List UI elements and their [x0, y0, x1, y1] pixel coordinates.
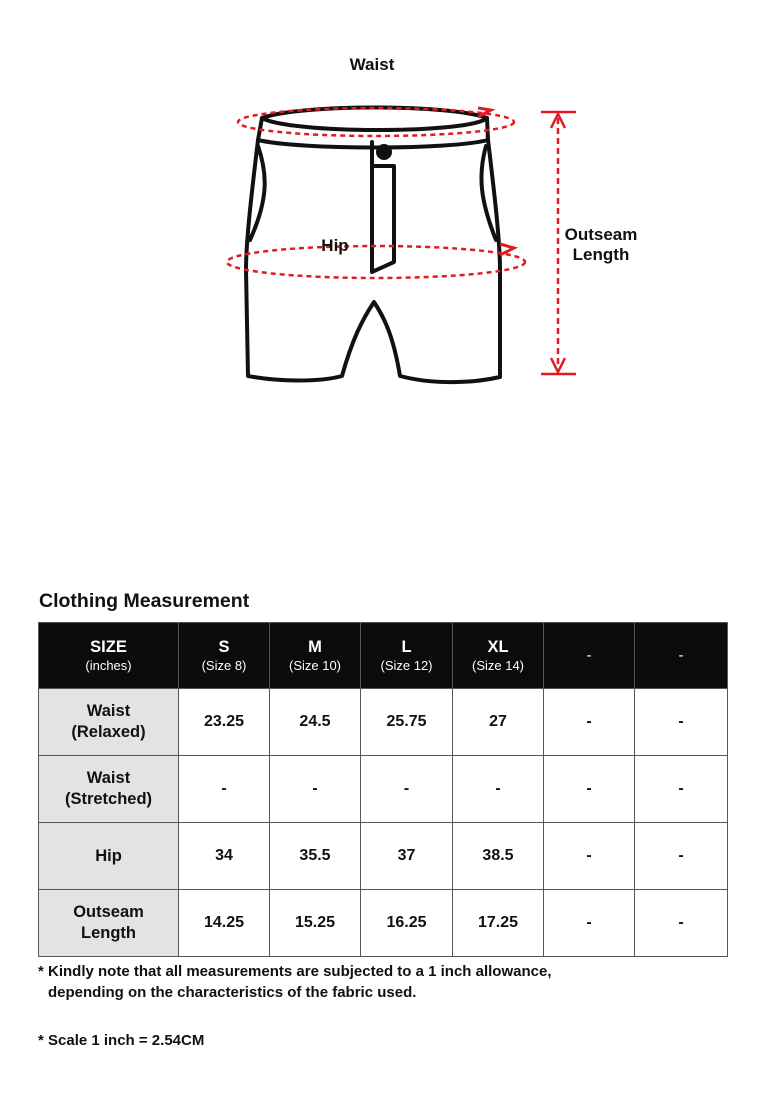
table-cell: - — [635, 756, 728, 823]
col-sub: (Size 10) — [288, 657, 342, 673]
col-label: XL — [487, 637, 509, 656]
table-cell: 14.25 — [179, 890, 270, 957]
col-label: L — [401, 637, 412, 656]
col-label: - — [678, 646, 684, 664]
row-label-waist-stretched — [39, 756, 179, 823]
table-cell: - — [635, 689, 728, 756]
waist-label: Waist — [349, 55, 395, 74]
row-label-line1: Waist — [86, 769, 131, 787]
header-col — [453, 623, 544, 689]
table-cell: - — [635, 890, 728, 957]
scale-note: * Scale 1 inch = 2.54CM — [38, 1032, 205, 1049]
table-row — [39, 756, 728, 823]
table-cell: - — [361, 756, 453, 823]
row-label-hip — [39, 823, 179, 890]
table-cell: 25.75 — [361, 689, 453, 756]
table-cell: 15.25 — [270, 890, 361, 957]
allowance-note-line2: depending on the characteristics of the fabric used. — [48, 984, 417, 1001]
row-label-outseam-length — [39, 890, 179, 957]
table-cell: 16.25 — [361, 890, 453, 957]
button-icon — [376, 144, 392, 160]
table-cell: 27 — [453, 689, 544, 756]
shorts-measurement-diagram — [0, 0, 762, 420]
table-cell: - — [544, 756, 635, 823]
hip-label: Hip — [321, 236, 349, 255]
table-cell: - — [270, 756, 361, 823]
table-cell: - — [179, 756, 270, 823]
col-sub: (Size 14) — [471, 657, 525, 673]
row-label-line2: Length — [81, 924, 136, 942]
col-sub: (Size 8) — [201, 657, 247, 673]
table-row — [39, 890, 728, 957]
table-row — [39, 689, 728, 756]
header-col — [361, 623, 453, 689]
header-col — [544, 623, 635, 689]
row-label-line1: Hip — [95, 846, 122, 865]
header-size — [39, 623, 179, 689]
table-cell: - — [544, 689, 635, 756]
outseam-label-line2: Length — [572, 245, 630, 264]
table-cell: 35.5 — [270, 823, 361, 890]
table-cell: 34 — [179, 823, 270, 890]
col-label: - — [586, 646, 592, 664]
col-label: M — [308, 637, 322, 656]
measurement-table — [38, 622, 728, 957]
row-label-line1: Outseam — [73, 903, 144, 921]
col-sub: (Size 12) — [380, 657, 433, 673]
row-label-line2: (Stretched) — [64, 790, 153, 808]
table-cell: - — [544, 823, 635, 890]
header-col — [270, 623, 361, 689]
table-cell: - — [635, 823, 728, 890]
hip-measure-line — [227, 246, 525, 278]
header-col — [635, 623, 728, 689]
table-cell: - — [453, 756, 544, 823]
table-title: Clothing Measurement — [39, 590, 250, 612]
outseam-label-line1: Outseam — [564, 225, 638, 244]
table-cell: 37 — [361, 823, 453, 890]
table-cell: 23.25 — [179, 689, 270, 756]
row-label-line1: Waist — [86, 702, 131, 720]
col-label: S — [218, 637, 230, 656]
table-row — [39, 823, 728, 890]
table-cell: - — [544, 890, 635, 957]
table-cell: 17.25 — [453, 890, 544, 957]
table-header-row — [39, 623, 728, 689]
row-label-line2: (Relaxed) — [71, 723, 146, 741]
size-label: SIZE — [90, 637, 127, 656]
table-cell: 24.5 — [270, 689, 361, 756]
unit-label: (inches) — [85, 657, 132, 673]
allowance-note-line1: * Kindly note that all measurements are subjected to a 1 inch allowance, — [38, 963, 552, 980]
allowance-note — [38, 961, 552, 1003]
table-cell: 38.5 — [453, 823, 544, 890]
outseam-length-label — [553, 225, 649, 265]
header-col — [179, 623, 270, 689]
row-label-waist-relaxed — [39, 689, 179, 756]
